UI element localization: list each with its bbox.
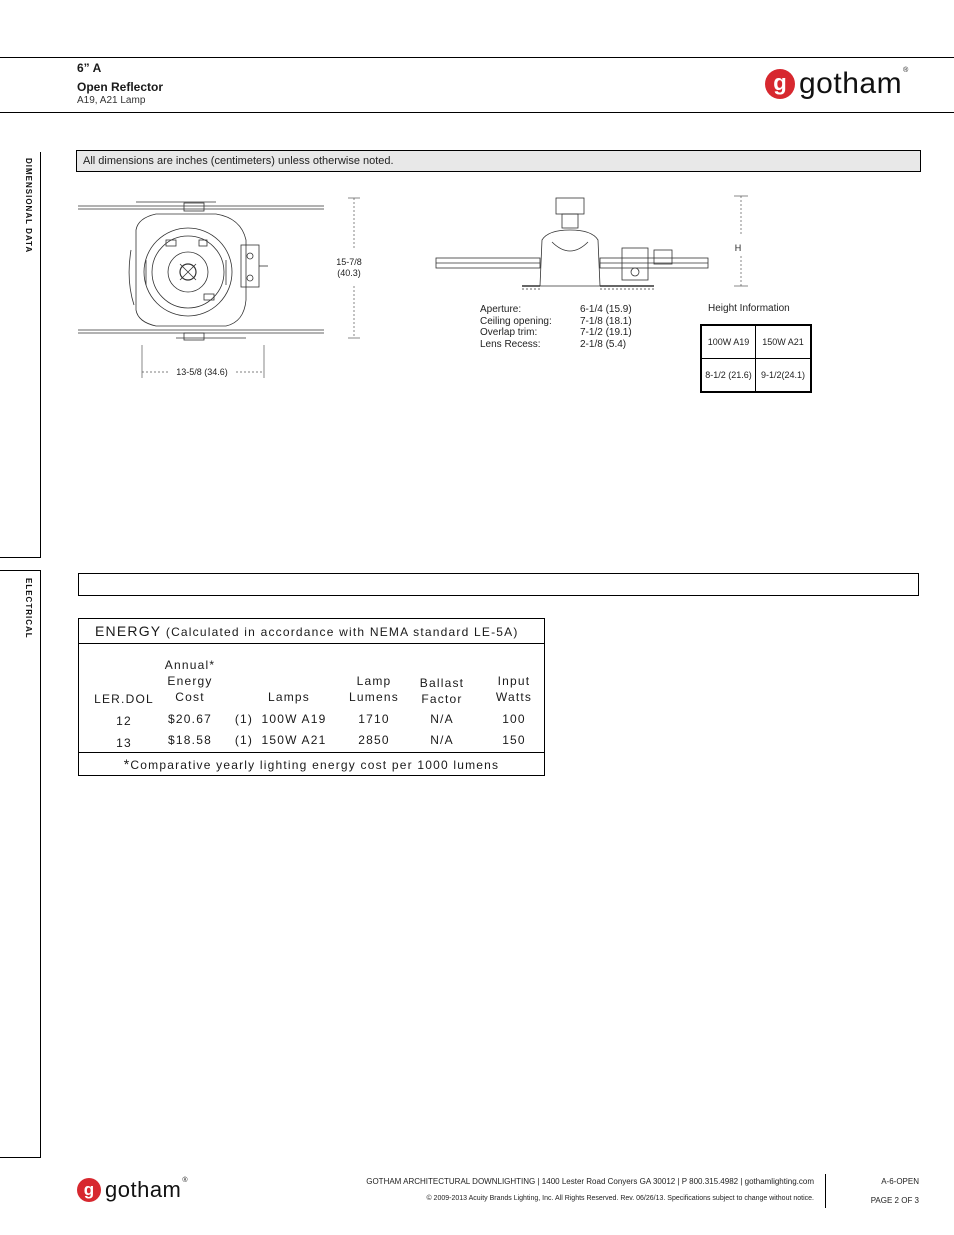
col-annual-line: Cost — [175, 690, 205, 704]
row1-lamp: 100W A19 — [261, 712, 327, 726]
col-lumens — [341, 673, 407, 705]
col-lumens-line: Lamp — [356, 674, 392, 688]
spec-label: Aperture: — [480, 304, 522, 315]
height-info-title: Height Information — [708, 303, 790, 314]
spec-row — [480, 316, 632, 328]
row2-cost: $18.58 — [168, 733, 212, 747]
col-lumens-line: Lumens — [349, 690, 399, 704]
plan-view-drawing — [76, 190, 366, 380]
plan-height-cm: (40.3) — [337, 268, 361, 278]
side-view-drawing — [432, 190, 752, 300]
col-lamps: Lamps — [267, 690, 311, 704]
spec-row — [480, 327, 632, 339]
side-view-specs — [480, 304, 632, 350]
energy-title-rest: (Calculated in accordance with NEMA standard LE-5A) — [165, 625, 519, 639]
row1-lumens: 1710 — [358, 712, 390, 726]
gotham-logo — [765, 67, 909, 101]
col-ballast-line: Ballast — [419, 676, 465, 690]
energy-title-word: ENERGY — [95, 623, 162, 639]
spec-value: 2-1/8 (5.4) — [580, 338, 627, 350]
spec-value: 6-1/4 (15.9) — [580, 304, 632, 315]
electrical-bar — [78, 573, 919, 596]
product-title: 6” A — [77, 61, 102, 75]
footer-page-number: PAGE 2 OF 3 — [870, 1196, 919, 1205]
height-header-a21: 150W A21 — [756, 326, 810, 359]
col-watts — [481, 673, 547, 705]
spec-row — [480, 339, 632, 351]
header-top-rule — [0, 57, 954, 58]
spec-label: Lens Recess: — [480, 338, 541, 350]
row1-ballast: N/A — [430, 712, 454, 726]
col-ballast-line: Factor — [421, 692, 463, 706]
row2-watts: 150 — [502, 733, 526, 747]
plan-width-dimension: 13-5/8 (34.6) — [176, 367, 228, 377]
side-height-label: H — [734, 243, 742, 253]
height-header-a19: 100W A19 — [702, 326, 756, 359]
col-watts-line: Watts — [495, 690, 533, 704]
col-annual — [157, 657, 223, 705]
spec-label: Overlap trim: — [480, 327, 538, 338]
dimensions-note: All dimensions are inches (centimeters) unless otherwise noted. — [76, 150, 921, 172]
col-annual-line: Annual* — [164, 658, 216, 672]
height-info-table — [700, 324, 812, 393]
brand-name: gotham — [799, 67, 903, 100]
row1-cost: $20.67 — [168, 712, 212, 726]
row1-qty: (1) — [234, 712, 254, 726]
row2-ler: 13 — [116, 736, 132, 750]
row2-lamp: 150W A21 — [261, 733, 327, 747]
plan-height-value: 15-7/8 — [336, 257, 362, 267]
gotham-logo-mark: g — [765, 69, 795, 99]
dimensional-tab — [0, 152, 41, 558]
product-subtitle: Open Reflector — [77, 80, 164, 94]
footer-company-line: GOTHAM ARCHITECTURAL DOWNLIGHTING | 1400 Lester Road Conyers GA 30012 | P 800.315.4982 | gothamlighting.com — [366, 1177, 814, 1186]
footer-logo-text — [105, 1177, 188, 1203]
spec-value: 7-1/2 (19.1) — [580, 327, 632, 338]
height-value-a21: 9-1/2(24.1) — [760, 369, 806, 380]
footnote-star: * — [123, 756, 131, 772]
height-value-a19: 8-1/2 (21.6) — [702, 359, 756, 392]
registered-mark: ® — [903, 67, 909, 74]
row2-qty: (1) — [234, 733, 254, 747]
footer-copyright: © 2009-2013 Acuity Brands Lighting, Inc. All Rights Reserved. Rev. 06/26/13. Specifications subject to change without notice. — [426, 1195, 814, 1202]
row2-ballast: N/A — [430, 733, 454, 747]
col-ballast — [409, 675, 475, 707]
header-bottom-rule — [0, 112, 954, 113]
spec-value: 7-1/8 (18.1) — [580, 315, 632, 327]
energy-title — [79, 619, 544, 644]
row1-ler: 12 — [116, 714, 132, 728]
col-annual-line: Energy — [167, 674, 213, 688]
footer-gotham-logo — [77, 1177, 188, 1203]
footer-divider — [825, 1174, 826, 1208]
plan-height-dimension — [326, 257, 372, 279]
spec-label: Ceiling opening: — [480, 315, 552, 327]
footer-doc-code: A-6-OPEN — [881, 1177, 919, 1186]
spec-row — [480, 304, 632, 316]
dimensional-tab-label: DIMENSIONAL DATA — [24, 158, 33, 254]
energy-footnote — [79, 752, 544, 775]
gotham-logo-text — [799, 67, 909, 101]
col-watts-line: Input — [497, 674, 531, 688]
row2-lumens: 2850 — [358, 733, 390, 747]
row1-watts: 100 — [502, 712, 526, 726]
electrical-tab-label: ELECTRICAL — [24, 578, 33, 639]
energy-table — [78, 618, 545, 776]
product-lamp: A19, A21 Lamp — [77, 95, 146, 106]
footnote-text: Comparative yearly lighting energy cost per 1000 lumens — [130, 758, 500, 772]
electrical-tab — [0, 570, 41, 1158]
col-ler: LER.DOL — [94, 692, 154, 706]
footer-logo-mark: g — [77, 1178, 101, 1202]
footer-registered-mark: ® — [182, 1177, 189, 1184]
footer-brand-name: gotham — [105, 1177, 182, 1202]
